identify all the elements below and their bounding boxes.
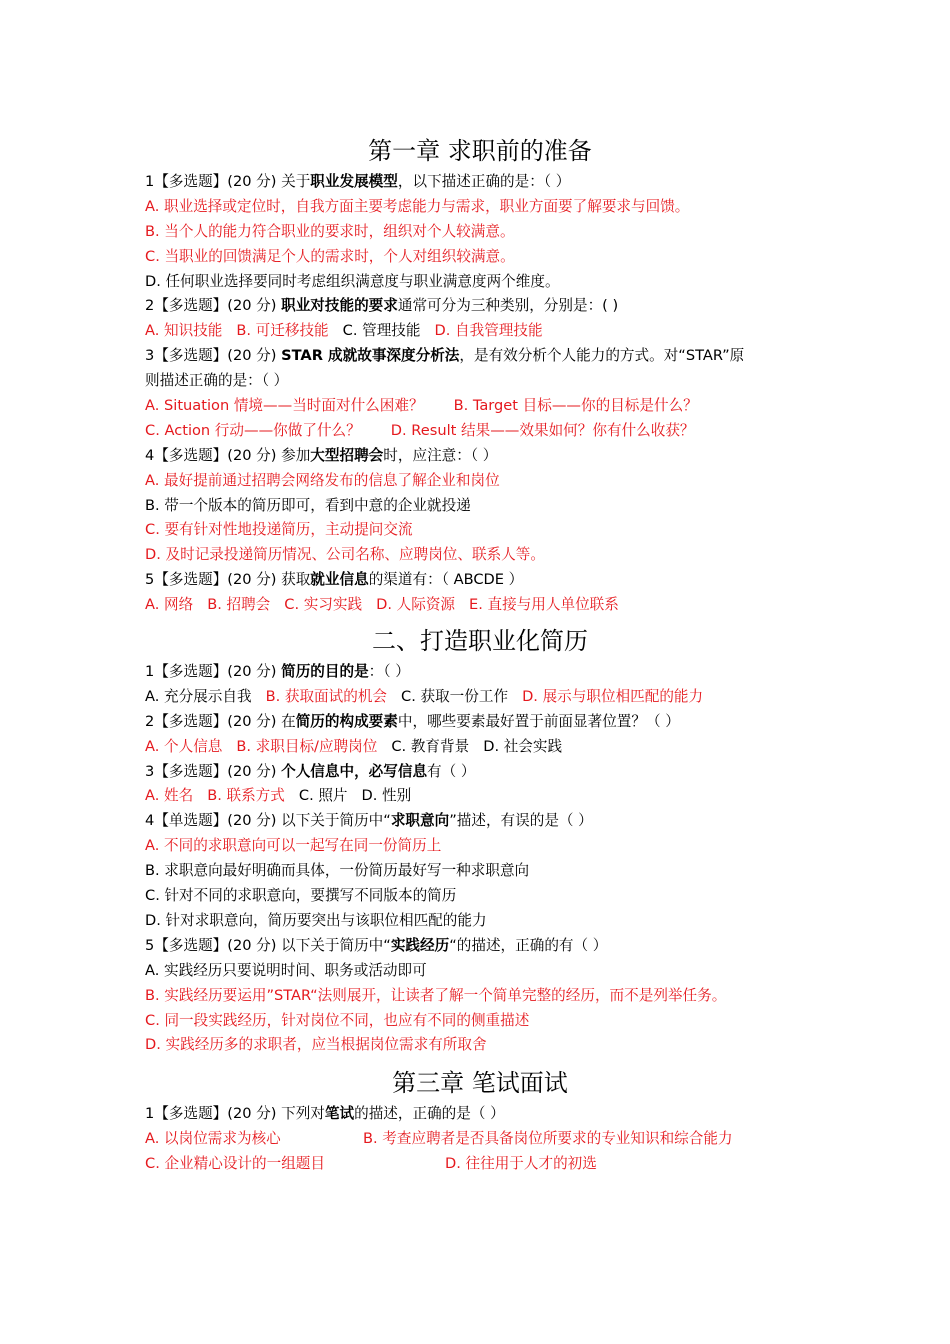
option-1-4-c: C. 要有针对性地投递简历，主动提问交流 [145,521,413,539]
question-text: ：（ ） [368,663,410,681]
option-1-3-d: D. Result 结果——效果如何？你有什么收获？ [390,421,695,439]
option-2-3-a: A. 姓名 [145,787,194,805]
option-1-2-d: D. 自我管理技能 [434,322,543,340]
option-1-5-e: E. 直接与用人单位联系 [469,596,619,614]
option-2-5-a: A. 实践经历只要说明时间、职务或活动即可 [145,961,427,979]
chapter-2-title: 二、打造职业化简历 [372,627,588,656]
option-2-1-a: A. 充分展示自我 [145,687,252,705]
question-text: 获取 [281,571,311,589]
question-keyword: 笔试 [324,1105,355,1123]
option-3-1-a: A. 以岗位需求为核心 [145,1130,281,1148]
option-2-4-b: B. 求职意向最好明确而具体，一份简历最好写一种求职意向 [145,862,530,880]
options-2-1 [145,685,815,710]
option-2-3-d: D. 性别 [361,787,412,805]
question-keyword: 就业信息 [310,571,369,589]
question-text: 参加 [281,446,311,464]
option-1-4-a: A. 最好提前通过招聘会网络发布的信息了解企业和岗位 [145,471,500,489]
question-text: ，以下描述正确的是：（ ） [397,173,571,190]
question-number: 2【多选题】(20 分) [145,297,282,315]
question-1-3 [145,344,815,369]
question-2-1 [145,660,815,685]
options-2-3 [145,784,815,809]
option-3-1-d: D. 往往用于人才的初选 [445,1155,597,1173]
option-1-5-a: A. 网络 [145,596,194,614]
question-1-1 [145,170,815,195]
option-2-1-c: C. 获取一份工作 [401,687,509,705]
question-2-5 [145,934,815,959]
question-number: 3【多选题】(20 分) [145,762,282,780]
options-1-2 [145,319,815,344]
question-keyword: 个人信息中，必写信息 [281,762,428,780]
question-text: 中，哪些要素最好置于前面显著位置？（ ） [397,712,680,730]
option-2-5-b: B. 实践经历要运用”STAR“法则展开，让读者了解一个简单完整的经历，而不是列举任务。 [145,986,727,1004]
question-2-3 [145,760,815,785]
option-1-3-b: B. Target 目标——你的目标是什么？ [453,397,698,415]
option-1-4-b: B. 带一个版本的简历即可，看到中意的企业就投递 [145,496,471,514]
question-1-3-cont: 则描述正确的是：（ ） [145,372,289,390]
question-text: 的渠道有：（ ABCDE ） [368,571,524,589]
option-1-5-c: C. 实习实践 [284,596,363,614]
question-keyword: 求职意向 [390,812,450,830]
option-1-1-c: C. 当职业的回馈满足个人的需求时，个人对组织较满意。 [145,247,515,265]
option-2-2-a: A. 个人信息 [145,737,223,755]
options-2-2 [145,735,815,760]
question-keyword: STAR 成就故事深度分析法 [281,347,460,365]
question-2-2 [145,710,815,735]
question-text: 时，应注意：（ ） [383,446,498,464]
option-2-3-b: B. 联系方式 [207,787,285,805]
question-text: 有（ ） [427,762,476,780]
question-number: 3【多选题】(20 分) [145,347,282,365]
option-1-2-b: B. 可迁移技能 [236,322,329,340]
option-2-2-c: C. 教育背景 [391,737,470,755]
option-1-3-c: C. Action 行动——你做了什么？ [145,421,361,439]
option-1-5-b: B. 招聘会 [207,596,271,614]
option-2-2-d: D. 社会实践 [483,737,563,755]
question-text: 关于 [281,173,311,190]
option-1-5-d: D. 人际资源 [376,596,456,614]
question-number: 5【多选题】(20 分) [145,571,282,589]
option-1-1-a: A. 职业选择或定位时，自我方面主要考虑能力与需求，职业方面要了解要求与回馈。 [145,197,690,215]
option-2-1-b: B. 获取面试的机会 [265,687,388,705]
question-text: 下列对 [281,1105,325,1123]
question-keyword: 简历的目的是 [281,663,369,681]
option-2-5-c: C. 同一段实践经历，针对岗位不同，也应有不同的侧重描述 [145,1011,530,1029]
options-3-1-cd [145,1152,815,1177]
question-keyword: 职业对技能的要求 [281,297,398,315]
option-3-1-c: C. 企业精心设计的一组题目 [145,1155,326,1173]
options-1-5 [145,593,815,618]
question-keyword: 实践经历 [390,936,450,954]
question-3-1 [145,1102,815,1127]
option-1-3-a: A. Situation 情境——当时面对什么困难？ [145,397,424,415]
option-2-5-d: D. 实践经历多的求职者，应当根据岗位需求有所取舍 [145,1036,487,1054]
question-text: ”描述，有误的是（ ） [449,812,593,830]
option-1-4-d: D. 及时记录投递简历情况、公司名称、应聘岗位、联系人等。 [145,546,545,564]
option-1-1-b: B. 当个人的能力符合职业的要求时，组织对个人较满意。 [145,222,515,240]
question-keyword: 大型招聘会 [310,446,384,464]
question-number: 4【多选题】(20 分) [145,446,282,464]
options-3-1-ab [145,1127,815,1152]
question-text: 通常可分为三种类别，分别是：( ) [397,297,619,315]
question-number: 1【多选题】(20 分) [145,173,282,190]
question-number: 2【多选题】(20 分) [145,712,282,730]
question-number: 5【多选题】(20 分) [145,936,282,954]
question-1-5 [145,568,815,593]
question-text: 以下关于简历中“ [281,936,391,954]
question-keyword: 简历的构成要素 [295,712,398,730]
options-1-3-ab [145,394,815,419]
options-1-3-cd [145,419,815,444]
question-number: 4【单选题】(20 分) [145,812,282,830]
option-2-4-a: A. 不同的求职意向可以一起写在同一份简历上 [145,837,442,855]
option-1-1-d: D. 任何职业选择要同时考虑组织满意度与职业满意度两个维度。 [145,272,560,290]
question-text: 在 [281,712,296,730]
chapter-1-title: 第一章 求职前的准备 [368,137,592,165]
option-1-2-a: A. 知识技能 [145,322,223,340]
option-2-1-d: D. 展示与职位相匹配的能力 [522,687,704,705]
option-3-1-b: B. 考查应聘者是否具备岗位所要求的专业知识和综合能力 [363,1130,733,1148]
option-2-3-c: C. 照片 [298,787,348,805]
question-1-2 [145,294,815,319]
question-number: 1【多选题】(20 分) [145,1105,282,1123]
question-keyword: 职业发展模型 [310,173,398,190]
question-number: 1【多选题】(20 分) [145,663,282,681]
document-content [145,132,815,1177]
option-2-4-d: D. 针对求职意向，简历要突出与该职位相匹配的能力 [145,911,487,929]
option-1-2-c: C. 管理技能 [342,322,421,340]
question-1-4 [145,444,815,469]
question-2-4 [145,809,815,834]
chapter-3-title: 第三章 笔试面试 [392,1069,568,1098]
option-2-4-c: C. 针对不同的求职意向，要撰写不同版本的简历 [145,887,457,905]
question-text: ，是有效分析个人能力的方式。对“STAR”原 [459,347,745,365]
question-text: 的描述，正确的是（ ） [354,1105,505,1123]
option-2-2-b: B. 求职目标/应聘岗位 [236,737,378,755]
question-text: 以下关于简历中“ [281,812,391,830]
question-text: “的描述，正确的有（ ） [449,936,608,954]
